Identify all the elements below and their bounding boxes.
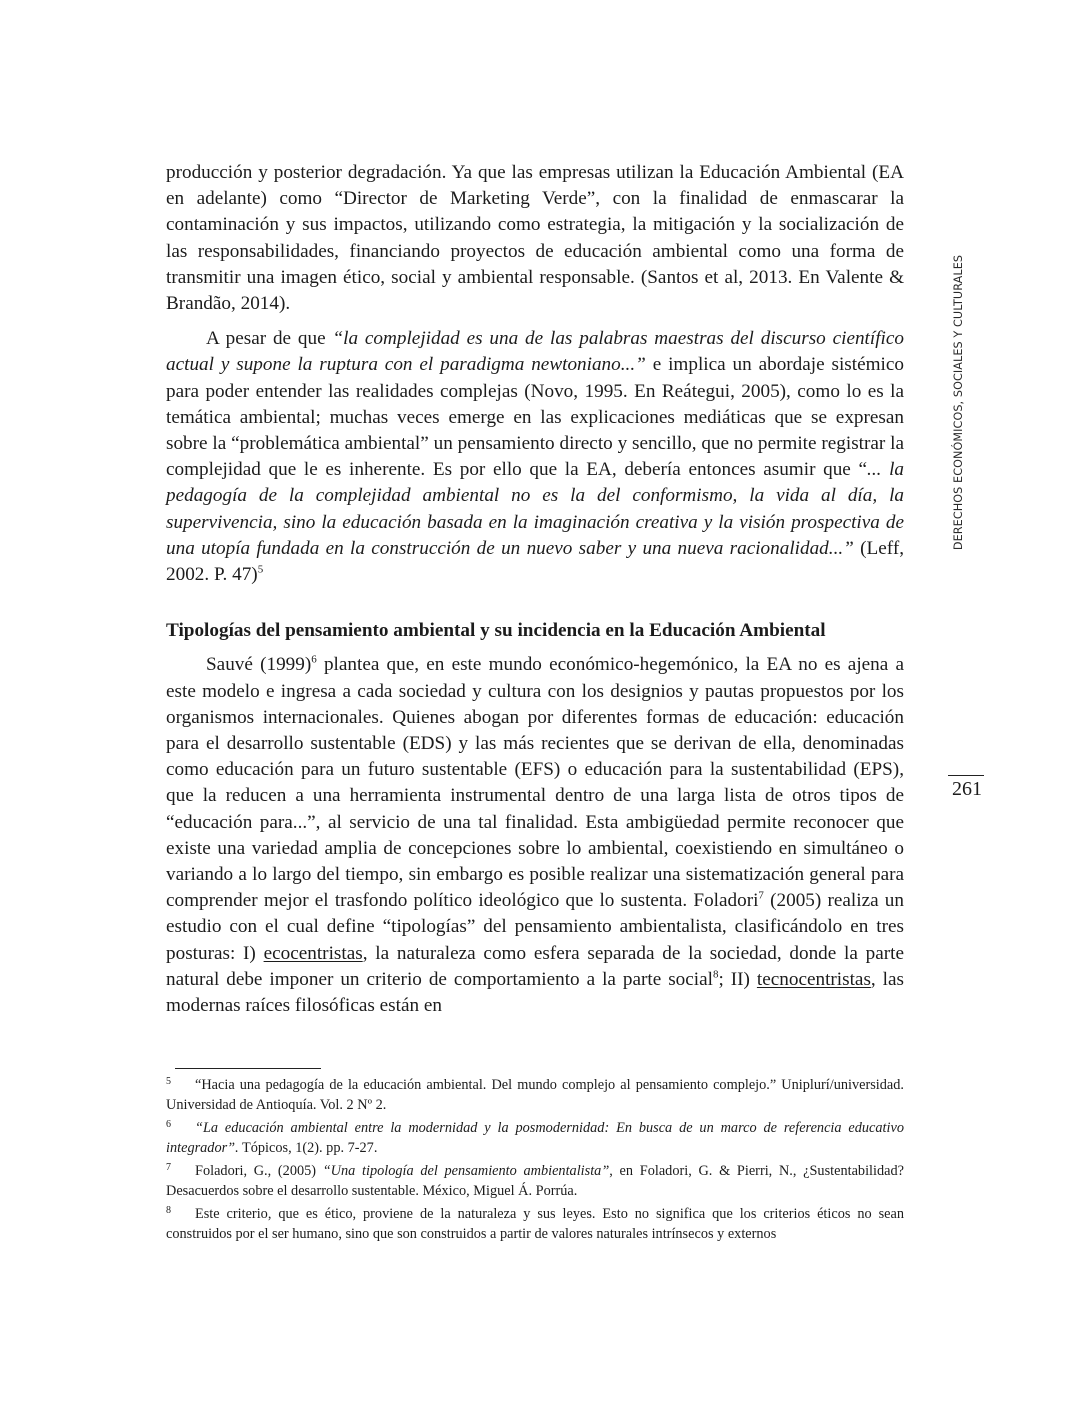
footnote-6-title: “La educación ambiental entre la modernidad y la posmodernidad: En busca de un marco de referencia educativo integrador”.: [166, 1120, 904, 1156]
footnote-7-text-2: , en Foladori, G. & Pierri, N., ¿Sustentabilidad? Desacuerdos sobre el desarrollo sustentable. México, Miguel Á. Porrúa.: [166, 1163, 904, 1199]
footnote-ref-6[interactable]: 6: [311, 654, 317, 667]
paragraph-3-text-6: , las modernas raíces filosóficas están en: [166, 968, 904, 1017]
term-tecnocentristas: tecnocentristas: [756, 968, 871, 990]
footnote-6: [166, 1118, 904, 1158]
paragraph-3-text-2: plantea que, en este mundo económico-hegemónico, la EA no es ajena a este modelo e ingresa a cada sociedad y cultura con los designios y pautas propuestos por los organismos internacionales. Quienes abogan por diferentes formas de educación: educación para el desarrollo sustentable (EDS) y las más recientes que se derivan de ella, denominadas como educación para un futuro sustentable (EFS) o educación para la sustentabilidad (EPS), que la reducen a una herramienta instrumental dentro de una larga lista de otros tipos de “educación para...”, al servicio de una tal finalidad. Esta ambigüedad permite reconocer que existe una variedad amplia de concepciones sobre lo ambiental, coexistiendo en simultáneo o variando a lo largo del tiempo, sin embargo es posible realizar una sistematización general para comprender mejor el trasfondo político ideológico que lo sustenta. Foladori: [166, 654, 904, 912]
footnote-ref-5[interactable]: 5: [257, 563, 264, 576]
paragraph-1-text: producción y posterior degradación. Ya que las empresas utilizan la Educación Ambiental (EA en adelante) como “Director de Marketing Verde”, con la finalidad de enmascarar la contaminación y sus impactos, utilizando como estrategia, la mitigación y la socialización de las responsabilidades, financiando proyectos de educación ambiental como una forma de transmitir una imagen ético, social y ambiental responsable. (Santos et al, 2013. En Valente & Brandão, 2014).: [166, 162, 904, 315]
paragraph-3-text-5: ; II): [718, 968, 757, 990]
quote-leff: ... la pedagogía de la complejidad ambiental no es la del conformismo, la vida al día, la supervivencia, sino la educación basada en la imaginación creativa y la visión prospectiva de una utopía fundada en la construcción de un nuevo saber y una nueva racionalidad...”: [166, 459, 904, 559]
footnote-7-title: “Una tipología del pensamiento ambientalista”: [322, 1163, 610, 1179]
paragraph-2: [166, 326, 904, 588]
footnote-7-text-1: Foladori, G., (2005): [195, 1163, 323, 1179]
paragraph-1: [166, 160, 904, 317]
quote-complejidad: “la complejidad es una de las palabras maestras del discurso científico actual y supone la ruptura con el paradigma newtoniano...”: [166, 328, 904, 376]
paragraph-2-text-3: (Leff, 2002. P. 47): [166, 537, 905, 586]
paragraph-2-text-1: A pesar de que: [206, 328, 333, 350]
footnote-8-number: 8: [166, 1205, 171, 1216]
footnote-5: [166, 1075, 904, 1115]
paragraph-2-text-2: e implica un abordaje sistémico para poder entender las realidades complejas (Novo, 1995. En Reátegui, 2005), como lo es la temática ambiental; muchas veces emerge en las explicaciones mediáticas que se expresan sobre la “problemática ambiental” un pensamiento directo y sencillo, que no permite registrar la complejidad que le es inherente. Es por ello que la EA, debería entonces asumir que “: [166, 354, 904, 481]
paragraph-3: [166, 652, 904, 1019]
paragraph-3-text-1: Sauvé (1999): [206, 654, 312, 676]
footnote-6-text: Tópicos, 1(2). pp. 7-27.: [238, 1140, 378, 1156]
section-heading: Tipologías del pensamiento ambiental y su incidencia en la Educación Ambiental: [166, 620, 826, 642]
paragraph-3-text-4: , la naturaleza como esfera separada de la sociedad, donde la parte natural debe imponer un criterio de comportamiento a la parte social: [166, 942, 905, 990]
footnote-ref-7[interactable]: 7: [758, 889, 764, 902]
footnote-7-number: 7: [166, 1162, 171, 1173]
footnotes: [166, 1075, 904, 1247]
footnote-5-text: “Hacia una pedagogía de la educación ambiental. Del mundo complejo al pensamiento complejo.” Uniplurí/universidad. Universidad de Antioquía. Vol. 2 Nº 2.: [166, 1077, 904, 1113]
page-number: 261: [952, 778, 982, 800]
main-text: [166, 160, 904, 1019]
footnote-7: [166, 1161, 904, 1201]
footnote-divider: [175, 1068, 321, 1069]
footnote-5-number: 5: [166, 1076, 171, 1087]
footnote-8-text: Este criterio, que es ético, proviene de la naturaleza y sus leyes. Esto no significa que los criterios éticos no sean construidos por el ser humano, sino que son construidos a partir de valores naturales intrínsecos y externos: [166, 1206, 904, 1242]
page-number-rule: [948, 775, 984, 776]
term-ecocentristas: ecocentristas: [263, 942, 363, 964]
footnote-ref-8[interactable]: 8: [712, 968, 719, 981]
running-section-title-text: DERECHOS ECONÓMICOS, SOCIALES Y CULTURALES: [952, 254, 966, 551]
footnote-6-number: 6: [166, 1119, 171, 1130]
running-section-title: [947, 240, 971, 565]
paragraph-3-text-3: (2005) realiza un estudio con el cual define “tipologías” del pensamiento ambientalista, clasificándolo en tres posturas: I): [166, 890, 904, 964]
footnote-8: [166, 1204, 904, 1244]
